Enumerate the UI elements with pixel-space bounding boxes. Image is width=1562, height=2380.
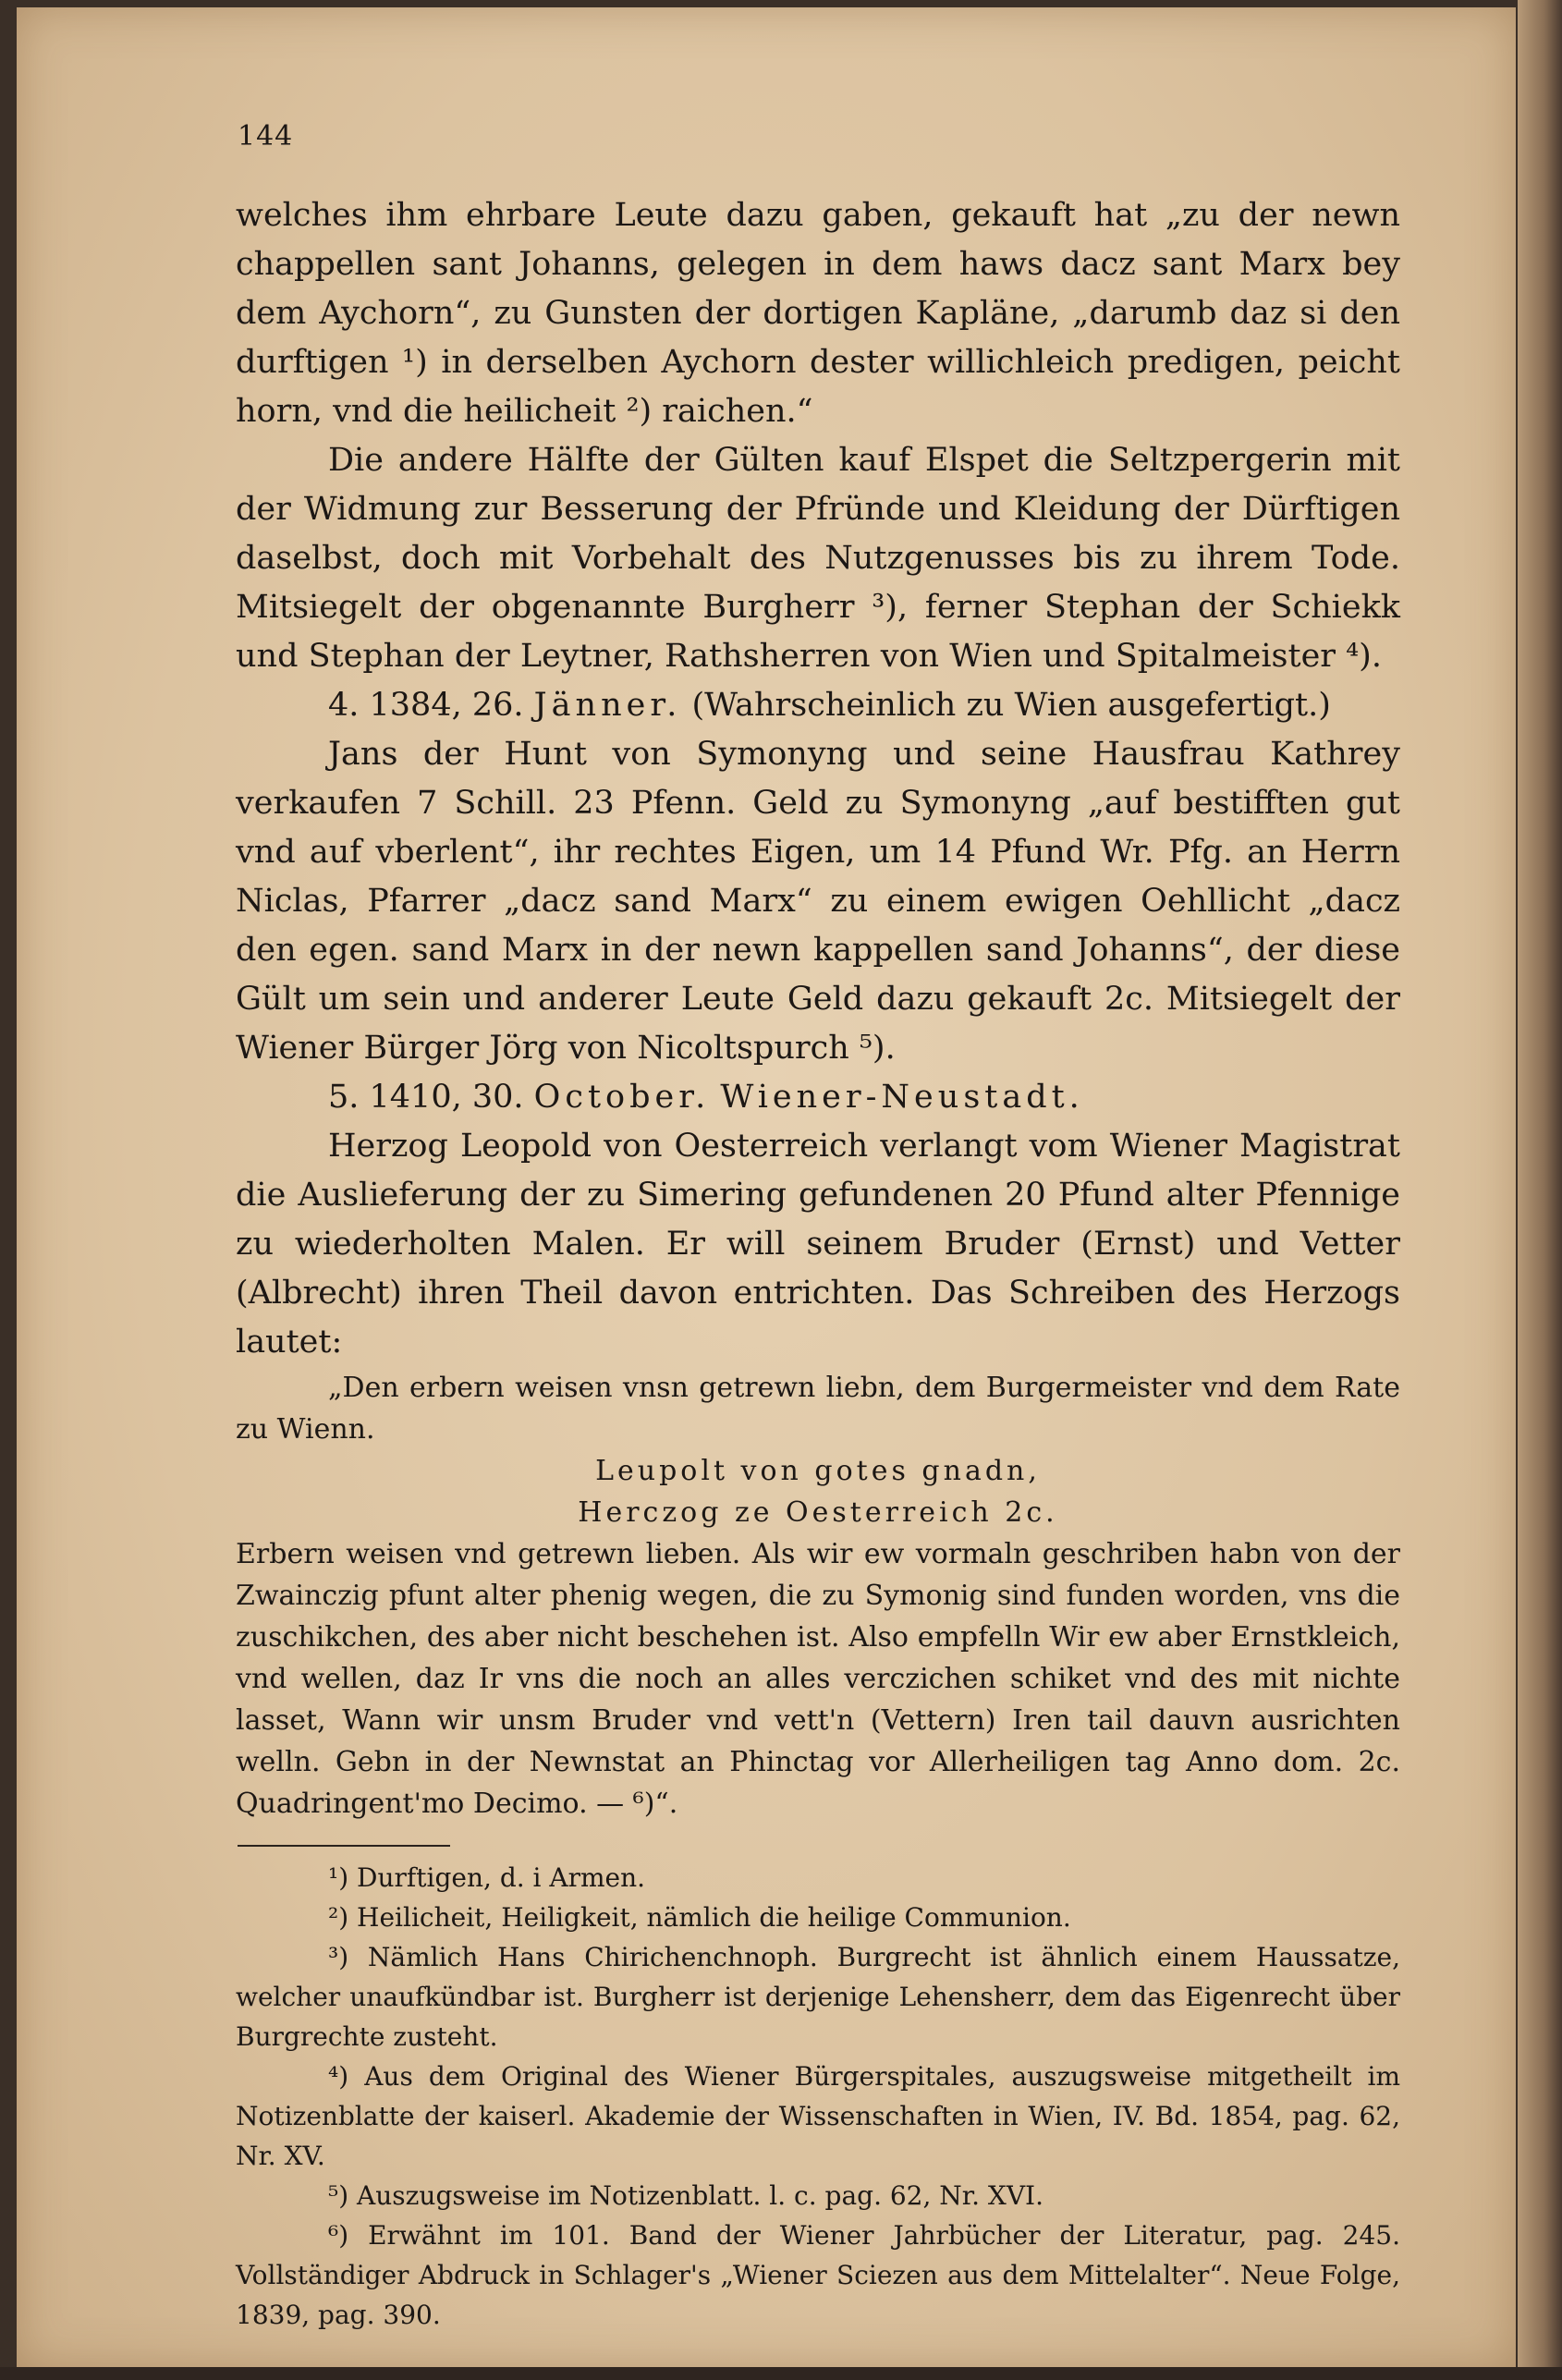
letter-text: Erbern weisen vnd getrewn lieben. Als wir ew vormaln geschriben habn von der Zwainczig pfunt alter phenig wegen, die zu Symonig sind funden worden, vns die zuschikchen, des aber nicht beschehen ist. Also empfelln Wir ew aber Ernstkleich, vnd wellen, daz Ir vns die noch an alles verczichen schiket vnd des mit nichte lasset, Wann wir unsm Bruder vnd vett'n (Vettern) Iren tail dauvn ausrichten welln. Gebn in der Newnstat an Phinctag vor Allerheiligen tag Anno dom. 2c. Quadringent'mo Decimo. — ⁶)“. — [236, 1538, 1400, 1820]
footnote-rule — [238, 1845, 450, 1847]
page-number: 144 — [238, 120, 294, 153]
page-content — [236, 120, 1400, 2335]
footnote-1: ¹) Durftigen, d. i Armen. — [328, 1862, 646, 1893]
page-edge-right — [1518, 0, 1562, 2380]
entry-4-month: Jänner. — [533, 687, 682, 724]
entry-5-place: Wiener-Neustadt. — [720, 1079, 1084, 1116]
entry-5-number: 5. 1410, 30. — [328, 1079, 524, 1116]
paragraph-1: welches ihm ehrbare Leute dazu gaben, gekauft hat „zu der newn chappellen sant Johanns, gelegen in dem haws dacz sant Marx bey dem Aychorn“, zu Gunsten der dortigen Kapläne, „darumb daz si den durftigen ¹) in derselben Aychorn dester willichleich predigen, peicht horn, vnd die heilicheit ²) raichen.“ — [236, 197, 1400, 430]
footnote-4: ⁴) Aus dem Original des Wiener Bürgerspitales, auszugsweise mitgetheilt im Notizenblatte der kaiserl. Akademie der Wissenschaften in Wien, IV. Bd. 1854, pag. 62, Nr. XV. — [236, 2061, 1400, 2171]
footnote-3: ³) Nämlich Hans Chirichenchnoph. Burgrecht ist ähnlich einem Haussatze, welcher unaufkündbar ist. Burgherr ist derjenige Lehensherr, dem das Eigenrecht über Burgrechte zusteht. — [236, 1942, 1400, 2052]
paragraph-4: Herzog Leopold von Oesterreich verlangt vom Wiener Magistrat die Auslieferung der zu Simering gefundenen 20 Pfund alter Pfennige zu wiederholten Malen. Er will seinem Bruder (Ernst) und Vetter (Albrecht) ihren Theil davon entrichten. Das Schreiben des Herzogs lautet: — [236, 1128, 1400, 1361]
entry-4-heading — [236, 681, 1400, 730]
footnote-2: ²) Heilicheit, Heiligkeit, nämlich die heilige Communion. — [328, 1902, 1071, 1933]
page-edge-bottom — [0, 2367, 1562, 2380]
entry-4-number: 4. 1384, 26. — [328, 687, 524, 724]
paragraph-2: Die andere Hälfte der Gülten kauf Elspet die Seltzpergerin mit der Widmung zur Besserung der Pfründe und Kleidung der Dürftigen daselbst, doch mit Vorbehalt des Nutzgenusses bis zu ihrem Tode. Mitsiegelt der obgenannte Burgherr ³), ferner Stephan der Schiekk und Stephan der Leytner, Rathsherren von Wien und Spitalmeister ⁴). — [236, 442, 1400, 675]
entry-4-note: (Wahrscheinlich zu Wien ausgefertigt.) — [691, 687, 1331, 724]
letter-address: „Den erbern weisen vnsn getrewn liebn, dem Burgermeister vnd dem Rate zu Wienn. — [236, 1372, 1400, 1446]
letter-sender-line-2: Herczog ze Oesterreich 2c. — [578, 1496, 1058, 1529]
letter-sender-line-1: Leupolt von gotes gnadn, — [595, 1455, 1041, 1487]
footnote-5: ⁵) Auszugsweise im Notizenblatt. l. c. pag. 62, Nr. XVI. — [328, 2180, 1044, 2211]
entry-5-month: October. — [533, 1079, 711, 1116]
entry-5-heading — [236, 1073, 1400, 1122]
footnote-6: ⁶) Erwähnt im 101. Band der Wiener Jahrbücher der Literatur, pag. 245. Vollständiger Abdruck in Schlager's „Wiener Sciezen aus dem Mittelalter“. Neue Folge, 1839, pag. 390. — [236, 2220, 1400, 2330]
paragraph-3: Jans der Hunt von Symonyng und seine Hausfrau Kathrey verkaufen 7 Schill. 23 Pfenn. Geld zu Symonyng „auf bestifften gut vnd auf vberlent“, ihr rechtes Eigen, um 14 Pfund Wr. Pfg. an Herrn Niclas, Pfarrer „dacz sand Marx“ zu einem ewigen Oehllicht „dacz den egen. sand Marx in der newn kappellen sand Johanns“, der diese Gült um sein und anderer Leute Geld dazu gekauft 2c. Mitsiegelt der Wiener Bürger Jörg von Nicoltspurch ⁵). — [236, 736, 1400, 1067]
